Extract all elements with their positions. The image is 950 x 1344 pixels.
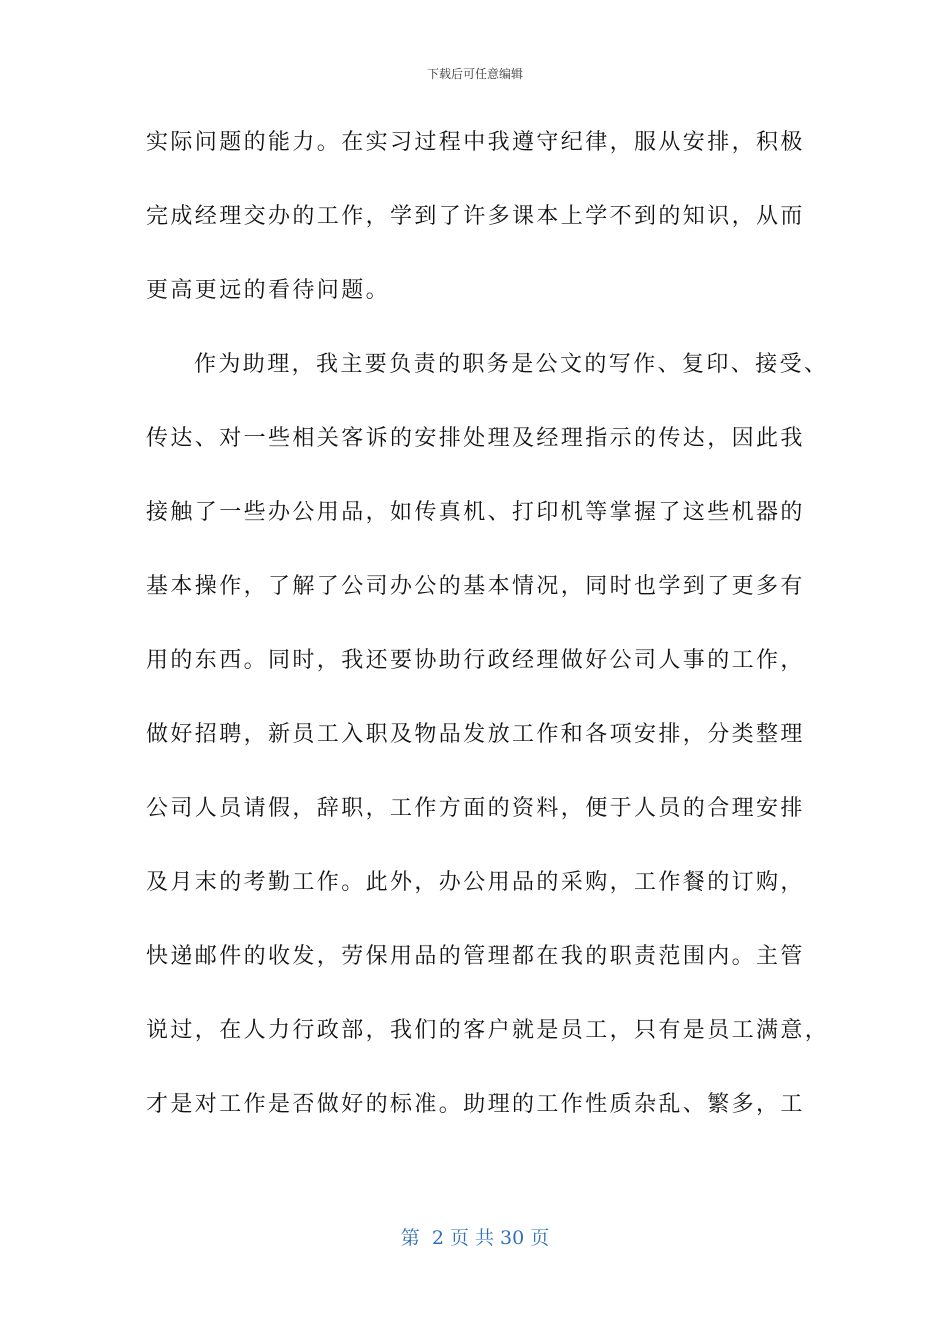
text-line: 基本操作，了解了公司办公的基本情况，同时也学到了更多有 <box>146 574 805 599</box>
text-line: 实际问题的能力。在实习过程中我遵守纪律，服从安排，积极 <box>146 130 805 155</box>
page-number: 第 2 页 共 30 页 <box>400 1227 550 1249</box>
text-line: 用的东西。同时，我还要协助行政经理做好公司人事的工作， <box>146 648 805 673</box>
text-line: 完成经理交办的工作，学到了许多课本上学不到的知识，从而 <box>146 204 805 229</box>
text-line: 快递邮件的收发，劳保用品的管理都在我的职责范围内。主管 <box>146 944 805 969</box>
body-text <box>0 126 950 1186</box>
text-line: 说过，在人力行政部，我们的客户就是员工，只有是员工满意， <box>146 1018 830 1043</box>
text-line: 作为助理，我主要负责的职务是公文的写作、复印、接受、 <box>194 352 829 377</box>
text-line: 公司人员请假，辞职，工作方面的资料，便于人员的合理安排 <box>146 796 805 821</box>
text-line: 及月末的考勤工作。此外，办公用品的采购，工作餐的订购， <box>146 870 805 895</box>
text-line: 更高更远的看待问题。 <box>146 278 391 303</box>
text-line: 传达、对一些相关客诉的安排处理及经理指示的传达，因此我 <box>146 426 805 451</box>
text-line: 才是对工作是否做好的标准。助理的工作性质杂乱、繁多，工 <box>146 1092 805 1117</box>
text-line: 接触了一些办公用品，如传真机、打印机等掌握了这些机器的 <box>146 500 805 525</box>
text-line: 做好招聘，新员工入职及物品发放工作和各项安排，分类整理 <box>146 722 805 747</box>
page-header: 下载后可任意编辑 <box>426 67 523 81</box>
